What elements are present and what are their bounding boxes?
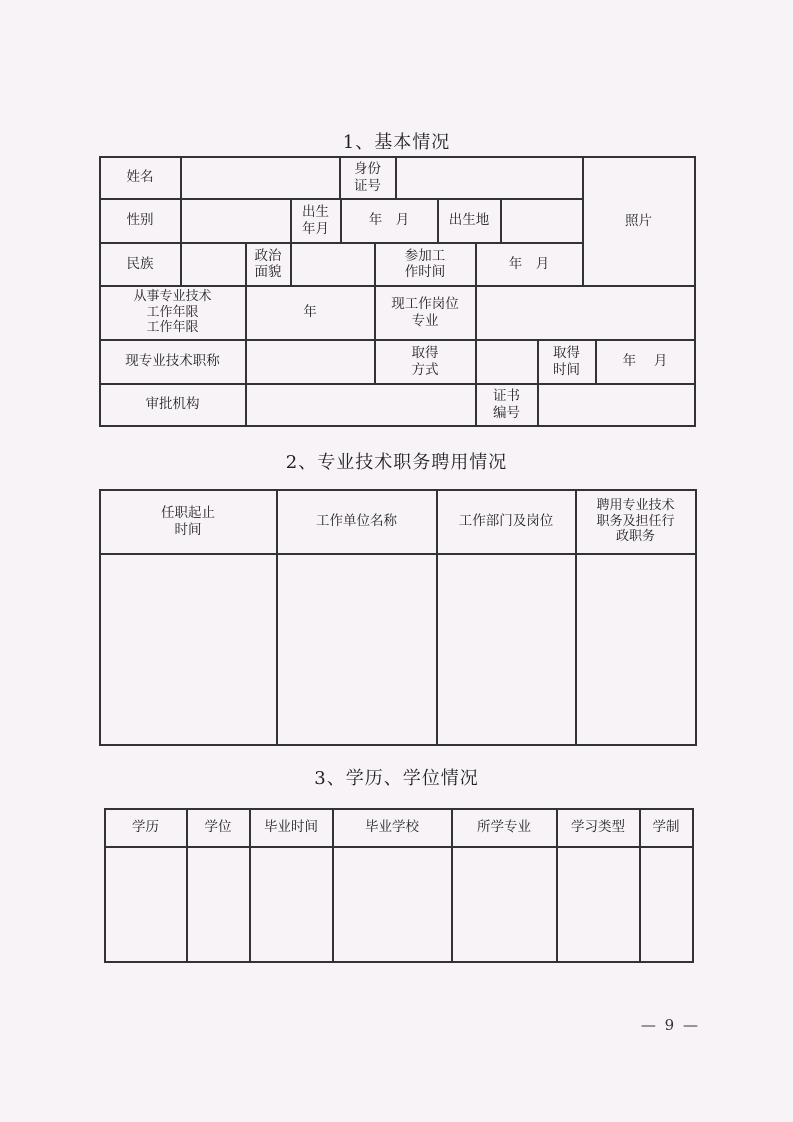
employment-cell-period[interactable]: [100, 555, 276, 744]
input-obtain-method[interactable]: [476, 340, 537, 383]
label-current-title: 现专业技术职称: [125, 353, 220, 370]
section-education-title: 3、学历、学位情况: [314, 768, 479, 789]
input-years-in-profession[interactable]: 年: [303, 304, 317, 321]
photo-box[interactable]: 照片: [625, 212, 652, 229]
input-birthplace[interactable]: [501, 199, 582, 242]
education-header-academic-degree: 学位: [204, 819, 232, 836]
input-political-status[interactable]: [291, 243, 374, 285]
employment-header-title: 聘用专业技术 职务及担任行 政职务: [596, 498, 675, 545]
label-work-start: 参加工 作时间: [404, 247, 446, 280]
input-obtain-time[interactable]: 年 月: [622, 353, 668, 370]
education-header-school: 毕业学校: [365, 819, 419, 836]
education-cell-academic-degree[interactable]: [187, 848, 249, 961]
label-birthplace: 出生地: [448, 212, 490, 229]
input-gender[interactable]: [181, 199, 290, 242]
education-header-duration: 学制: [652, 819, 680, 836]
education-cell-grad-time[interactable]: [250, 848, 332, 961]
education-cell-degree[interactable]: [105, 848, 186, 961]
education-header-degree: 学历: [132, 819, 159, 836]
education-cell-study-type[interactable]: [557, 848, 639, 961]
section-employment-title: 2、专业技术职务聘用情况: [285, 452, 508, 473]
label-obtain-time: 取得 时间: [553, 345, 580, 378]
input-certificate-no[interactable]: [538, 384, 694, 425]
input-current-post[interactable]: [476, 286, 694, 339]
education-cell-duration[interactable]: [640, 848, 692, 961]
page-number: — 9 —: [640, 1016, 700, 1034]
input-work-start[interactable]: 年 月: [508, 255, 550, 272]
education-header-grad-time: 毕业时间: [264, 819, 318, 836]
label-certificate-no: 证书 编号: [493, 388, 520, 421]
education-cell-school[interactable]: [333, 848, 451, 961]
employment-header-dept: 工作部门及岗位: [458, 513, 554, 530]
label-birth: 出生 年月: [302, 204, 329, 237]
education-header-major: 所学专业: [477, 819, 531, 836]
employment-header-unit: 工作单位名称: [316, 513, 397, 530]
input-approval-org[interactable]: [246, 384, 475, 425]
education-header-study-type: 学习类型: [571, 819, 625, 836]
label-gender: 性别: [126, 212, 154, 229]
label-current-post: 现工作岗位 专业: [391, 296, 459, 329]
employment-cell-dept[interactable]: [437, 555, 575, 744]
input-ethnicity[interactable]: [181, 243, 245, 285]
education-cell-major[interactable]: [452, 848, 556, 961]
input-birth[interactable]: 年 月: [368, 212, 410, 229]
input-name[interactable]: [181, 157, 339, 198]
label-id-number: 身份 证号: [354, 161, 381, 194]
label-obtain-method: 取得 方式: [411, 345, 439, 378]
input-id-number[interactable]: [396, 157, 582, 198]
label-years-in-profession: 从事专业技术 工作年限 工作年限: [133, 289, 212, 336]
employment-cell-unit[interactable]: [277, 555, 436, 744]
employment-header-period: 任职起止 时间: [161, 505, 215, 538]
input-current-title[interactable]: [246, 340, 374, 383]
label-political-status: 政治 面貌: [254, 247, 282, 280]
section-basic-title: 1、基本情况: [342, 132, 451, 153]
employment-cell-title[interactable]: [576, 555, 695, 744]
label-ethnicity: 民族: [126, 255, 154, 272]
label-name: 姓名: [126, 169, 154, 186]
label-approval-org: 审批机构: [145, 396, 200, 413]
